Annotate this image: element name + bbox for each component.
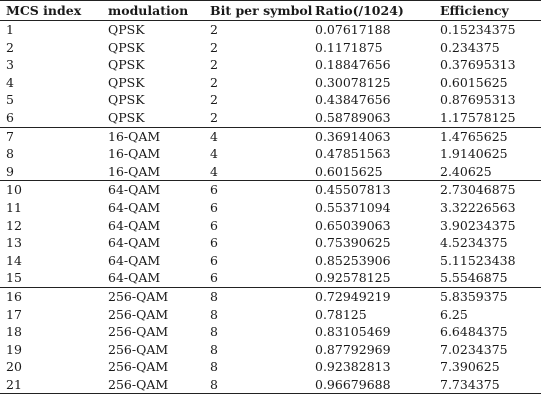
table-row [0,127,541,145]
cell-ratio: 0.92578125 [315,270,391,286]
cell-ratio: 0.58789063 [315,109,391,125]
cell-efficiency: 5.8359375 [440,287,541,305]
table-row [0,323,541,341]
table-row [0,74,541,92]
cell-mcs-index: 19 [6,341,22,357]
cell-efficiency: 2.40625 [440,163,492,179]
cell-ratio: 0.85253906 [315,252,391,268]
header-mcs-index: MCS index [6,3,82,18]
cell-bit-per-symbol: 4 [210,127,315,145]
cell-ratio: 0.75390625 [315,235,391,251]
cell-bit-per-symbol: 6 [210,181,315,199]
header-row [0,1,541,21]
cell-mcs-index: 13 [6,235,22,251]
cell-ratio: 0.65039063 [315,217,391,233]
cell-mcs-index: 15 [6,270,22,286]
cell-ratio: 0.45507813 [315,181,440,199]
cell-efficiency: 0.15234375 [440,22,516,37]
cell-ratio: 0.72949219 [315,287,440,305]
cell-efficiency: 7.0234375 [440,341,508,357]
cell-mcs-index: 5 [6,92,14,108]
cell-mcs-index: 20 [6,359,22,375]
cell-modulation: 64-QAM [108,235,161,251]
header-modulation: modulation [108,3,189,18]
cell-mcs-index: 6 [6,109,14,125]
table-row [0,269,541,287]
table-row [0,56,541,74]
cell-mcs-index: 18 [6,324,22,340]
cell-modulation: 256-QAM [108,376,169,392]
cell-ratio: 0.87792969 [315,341,391,357]
cell-efficiency: 0.234375 [440,39,500,55]
table-row [0,376,541,394]
cell-mcs-index: 11 [6,199,22,215]
cell-modulation: 256-QAM [108,287,210,305]
table-row [0,39,541,57]
header-ratio: Ratio(/1024) [315,3,404,18]
cell-mcs-index: 21 [6,376,22,392]
cell-modulation: 256-QAM [108,306,169,322]
cell-mcs-index: 3 [6,57,14,73]
cell-bit-per-symbol: 2 [210,109,218,125]
cell-efficiency: 6.6484375 [440,324,508,340]
table-row [0,145,541,163]
cell-bit-per-symbol: 8 [210,306,218,322]
table-row [0,306,541,324]
table-body [0,21,541,394]
cell-efficiency: 7.734375 [440,376,500,392]
cell-efficiency: 1.9140625 [440,146,508,162]
cell-modulation: QPSK [108,92,145,108]
cell-efficiency: 0.87695313 [440,92,516,108]
cell-bit-per-symbol: 4 [210,163,218,179]
table-row [0,287,541,305]
cell-bit-per-symbol: 8 [210,287,315,305]
cell-bit-per-symbol: 2 [210,74,218,90]
cell-mcs-index: 12 [6,217,22,233]
table-row [0,109,541,127]
cell-mcs-index: 9 [6,163,14,179]
cell-modulation: 16-QAM [108,163,161,179]
cell-modulation: QPSK [108,39,145,55]
cell-bit-per-symbol: 8 [210,376,218,392]
cell-mcs-index: 10 [0,181,108,199]
cell-efficiency: 3.90234375 [440,217,516,233]
cell-bit-per-symbol: 6 [210,270,218,286]
cell-ratio: 0.36914063 [315,127,440,145]
cell-ratio: 0.47851563 [315,146,391,162]
cell-mcs-index: 14 [6,252,22,268]
cell-modulation: QPSK [108,22,145,37]
cell-modulation: 64-QAM [108,199,161,215]
cell-ratio: 0.1171875 [315,39,383,55]
table-header [0,1,541,21]
cell-modulation: 16-QAM [108,127,210,145]
table-row [0,199,541,217]
header-efficiency: Efficiency [440,3,509,18]
table-row [0,91,541,109]
cell-ratio: 0.18847656 [315,57,391,73]
cell-ratio: 0.78125 [315,306,367,322]
cell-efficiency: 2.73046875 [440,181,541,199]
table-row [0,217,541,235]
cell-modulation: 64-QAM [108,270,161,286]
cell-ratio: 0.55371094 [315,199,391,215]
cell-ratio: 0.96679688 [315,376,391,392]
cell-bit-per-symbol: 8 [210,341,218,357]
cell-efficiency: 5.5546875 [440,270,508,286]
cell-ratio: 0.83105469 [315,324,391,340]
cell-modulation: 256-QAM [108,324,169,340]
table-row [0,341,541,359]
cell-bit-per-symbol: 2 [210,92,218,108]
cell-modulation: 64-QAM [108,181,210,199]
cell-efficiency: 1.4765625 [440,127,541,145]
table-row [0,181,541,199]
cell-mcs-index: 2 [6,39,14,55]
cell-modulation: 256-QAM [108,341,169,357]
cell-bit-per-symbol: 8 [210,359,218,375]
cell-efficiency: 7.390625 [440,359,500,375]
cell-mcs-index: 16 [0,287,108,305]
cell-efficiency: 4.5234375 [440,235,508,251]
cell-efficiency: 6.25 [440,306,468,322]
cell-modulation: QPSK [108,109,145,125]
cell-bit-per-symbol: 8 [210,324,218,340]
cell-ratio: 0.07617188 [315,22,391,37]
cell-bit-per-symbol: 4 [210,146,218,162]
cell-bit-per-symbol: 2 [210,57,218,73]
cell-efficiency: 1.17578125 [440,109,516,125]
table-row [0,21,541,39]
table-row [0,252,541,270]
cell-efficiency: 5.11523438 [440,252,516,268]
cell-bit-per-symbol: 6 [210,252,218,268]
cell-bit-per-symbol: 2 [210,22,218,37]
cell-bit-per-symbol: 2 [210,39,218,55]
table-row [0,163,541,181]
cell-modulation: QPSK [108,74,145,90]
table-row [0,358,541,376]
cell-ratio: 0.92382813 [315,359,391,375]
cell-ratio: 0.30078125 [315,74,391,90]
cell-mcs-index: 4 [6,74,14,90]
cell-modulation: QPSK [108,57,145,73]
header-bit-per-symbol: Bit per symbol [210,3,313,18]
cell-mcs-index: 8 [6,146,14,162]
cell-ratio: 0.6015625 [315,163,383,179]
cell-efficiency: 3.32226563 [440,199,516,215]
cell-modulation: 16-QAM [108,146,161,162]
cell-modulation: 64-QAM [108,252,161,268]
cell-bit-per-symbol: 6 [210,199,218,215]
cell-ratio: 0.43847656 [315,92,391,108]
table-row [0,234,541,252]
cell-modulation: 256-QAM [108,359,169,375]
cell-mcs-index: 7 [0,127,108,145]
cell-modulation: 64-QAM [108,217,161,233]
cell-bit-per-symbol: 6 [210,235,218,251]
cell-mcs-index: 17 [6,306,22,322]
cell-mcs-index: 1 [6,22,14,37]
cell-efficiency: 0.6015625 [440,74,508,90]
cell-efficiency: 0.37695313 [440,57,516,73]
cell-bit-per-symbol: 6 [210,217,218,233]
